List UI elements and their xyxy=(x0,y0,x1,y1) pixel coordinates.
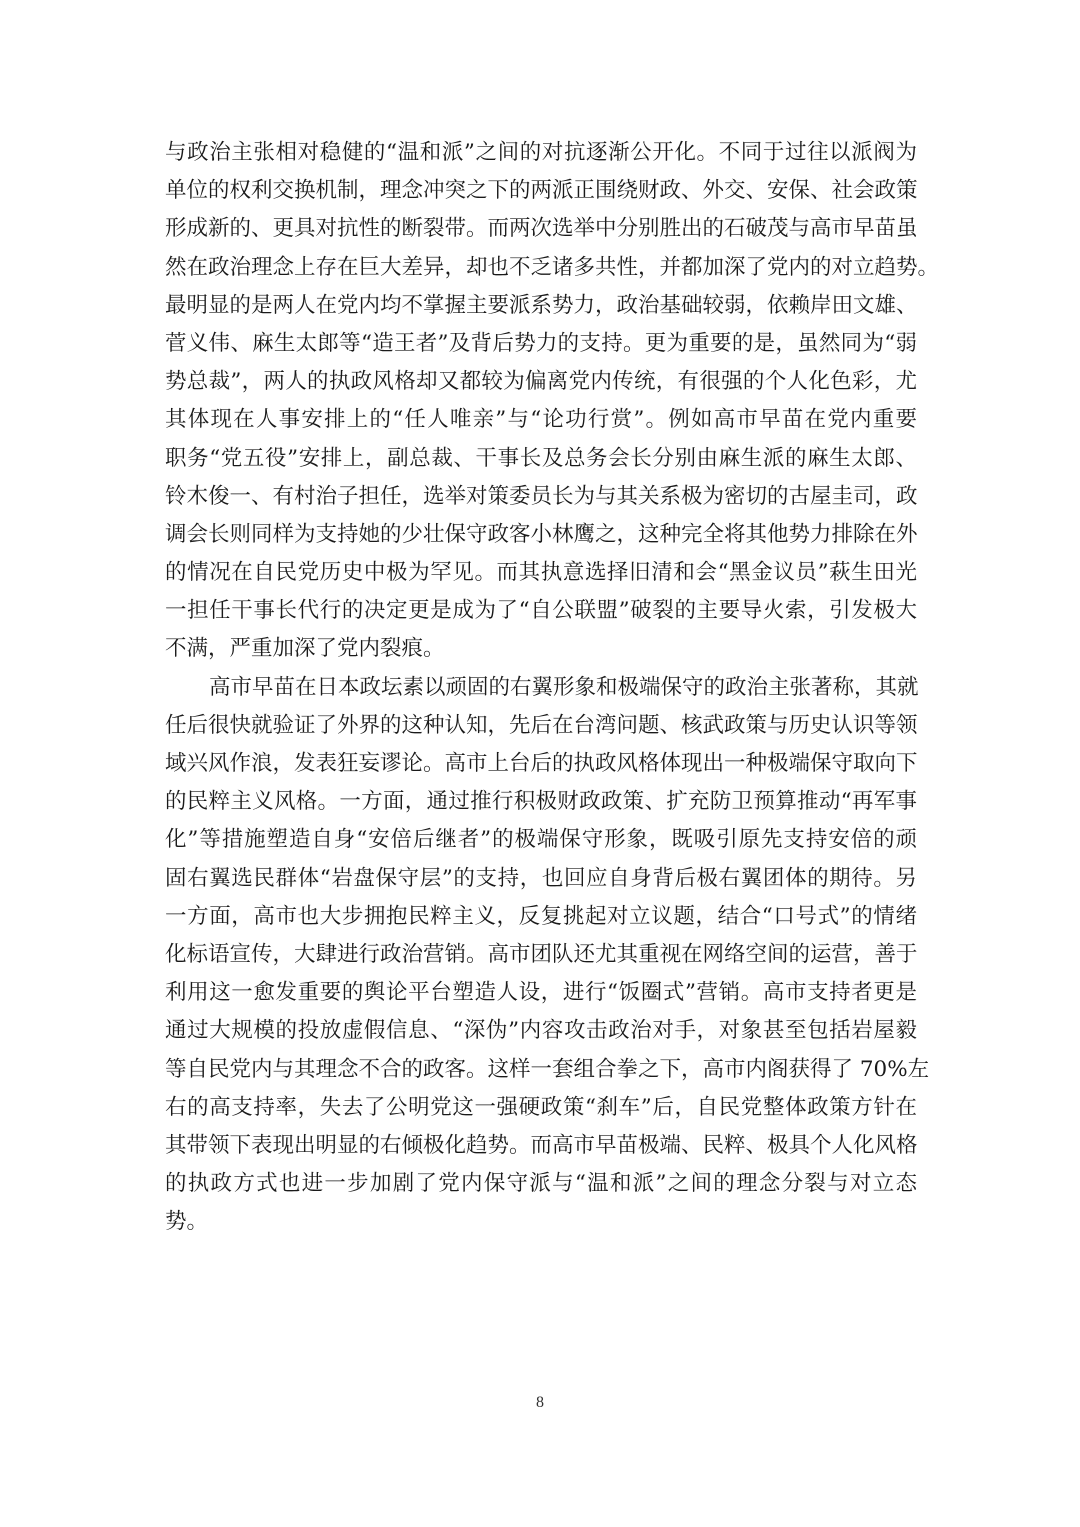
text-line: 一方面，高市也大步拥抱民粹主义，反复挑起对立议题，结合“口号式”的情绪 xyxy=(165,903,917,929)
text-line: 然在政治理念上存在巨大差异，却也不乏诸多共性，并都加深了党内的对立趋势。 xyxy=(165,254,940,280)
text-line: 的民粹主义风格。一方面，通过推行积极财政政策、扩充防卫预算推动“再军事 xyxy=(165,789,917,815)
text-line: 其体现在人事安排上的“任人唯亲”与“论功行赏”。例如高市早苗在党内重要 xyxy=(165,407,917,433)
paragraph xyxy=(165,669,930,1242)
text-line: 调会长则同样为支持她的少壮保守政客小林鹰之，这种完全将其他势力排除在外 xyxy=(165,521,918,547)
text-line: 任后很快就验证了外界的这种认知，先后在台湾问题、核武政策与历史认识等领 xyxy=(165,712,918,738)
text-line: 不满，严重加深了党内裂痕。 xyxy=(165,636,445,662)
text-line: 的情况在自民党历史中极为罕见。而其执意选择旧清和会“黑金议员”萩生田光 xyxy=(165,560,917,586)
text-line: 化”等措施塑造自身“安倍后继者”的极端保守形象，既吸引原先支持安倍的顽 xyxy=(165,827,917,853)
text-line: 化标语宣传，大肆进行政治营销。高市团队还尤其重视在网络空间的运营，善于 xyxy=(165,941,918,967)
page-number: 8 xyxy=(536,1394,544,1411)
paragraph xyxy=(165,134,940,669)
text-line: 形成新的、更具对抗性的断裂带。而两次选举中分别胜出的石破茂与高市早苗虽 xyxy=(165,216,918,242)
text-line: 势。 xyxy=(165,1209,209,1235)
text-line: 固右翼选民群体“岩盘保守层”的支持，也回应自身背后极右翼团体的期待。另 xyxy=(165,865,917,891)
text-line: 势总裁”，两人的执政风格却又都较为偏离党内传统，有很强的个人化色彩，尤 xyxy=(165,369,917,395)
text-line: 与政治主张相对稳健的“温和派”之间的对抗逐渐公开化。不同于过往以派阀为 xyxy=(165,140,917,165)
text-line: 铃木俊一、有村治子担任，选举对策委员长为与其关系极为密切的古屋圭司，政 xyxy=(165,483,918,509)
text-line: 高市早苗在日本政坛素以顽固的右翼形象和极端保守的政治主张著称，其就 xyxy=(209,674,919,700)
text-line: 其带领下表现出明显的右倾极化趋势。而高市早苗极端、民粹、极具个人化风格 xyxy=(165,1132,918,1158)
text-line: 域兴风作浪，发表狂妄谬论。高市上台后的执政风格体现出一种极端保守取向下 xyxy=(165,751,918,776)
text-line: 的执政方式也进一步加剧了党内保守派与“温和派”之间的理念分裂与对立态 xyxy=(165,1171,917,1197)
text-line: 等自民党内与其理念不合的政客。这样一套组合拳之下，高市内阁获得了 70%左 xyxy=(165,1056,930,1082)
text-line: 通过大规模的投放虚假信息、“深伪”内容攻击政治对手，对象甚至包括岩屋毅 xyxy=(165,1018,917,1044)
text-line: 最明显的是两人在党内均不掌握主要派系势力，政治基础较弱，依赖岸田文雄、 xyxy=(165,292,918,318)
text-line: 右的高支持率，失去了公明党这一强硬政策“刹车”后，自民党整体政策方针在 xyxy=(165,1094,917,1120)
text-line: 一担任干事长代行的决定更是成为了“自公联盟”破裂的主要导火索，引发极大 xyxy=(165,598,917,624)
text-line: 职务“党五役”安排上，副总裁、干事长及总务会长分别由麻生派的麻生太郎、 xyxy=(165,445,917,471)
text-line: 利用这一愈发重要的舆论平台塑造人设，进行“饭圈式”营销。高市支持者更是 xyxy=(165,980,917,1006)
body-text xyxy=(165,134,940,1241)
text-line: 单位的权利交换机制，理念冲突之下的两派正围绕财政、外交、安保、社会政策 xyxy=(165,178,918,204)
text-line: 菅义伟、麻生太郎等“造王者”及背后势力的支持。更为重要的是，虽然同为“弱 xyxy=(165,330,917,356)
